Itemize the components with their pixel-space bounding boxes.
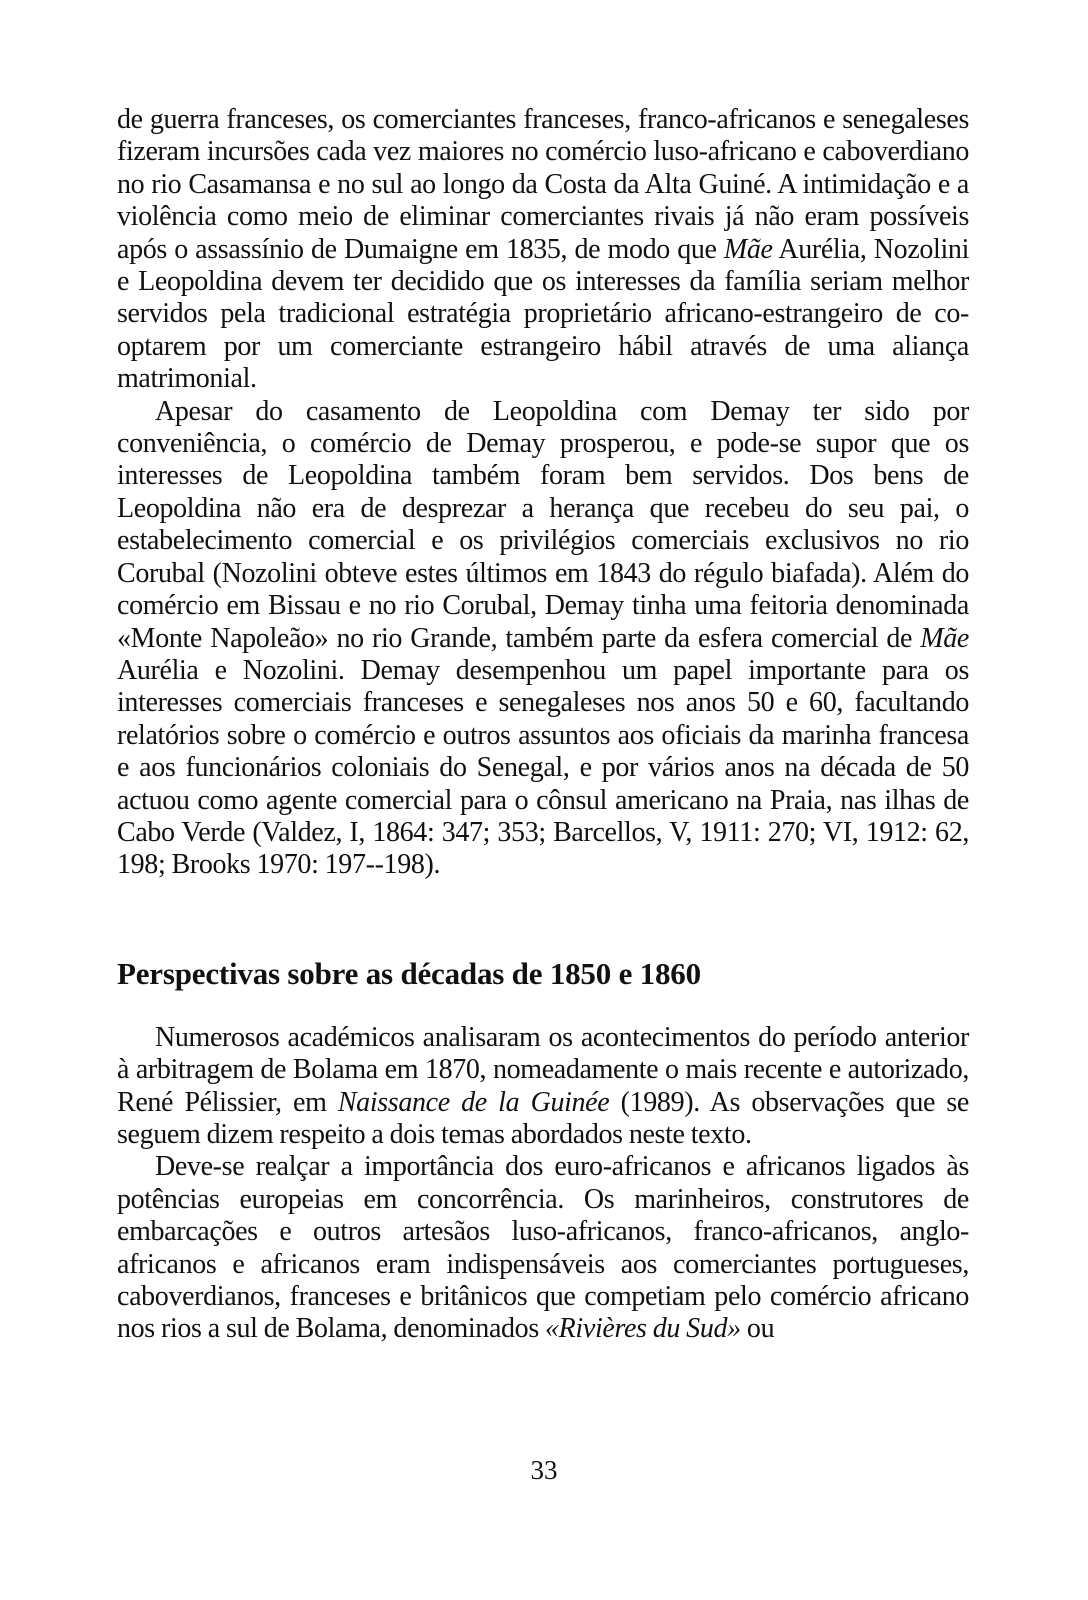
paragraph-2-text-2: Aurélia e Nozolini. Demay desempenhou um papel importante para os interesses comerciais franceses e senegaleses nos anos 50 e 60, facultando relatórios sobre o comércio e outros assuntos aos oficiais da marinha francesa e aos funcionários coloniais do Senegal, e por vários anos na década de 50 actuou como agente comercial para o cônsul americano na Praia, nas ilhas de Cabo Verde (Valdez, I, 1864: 347; 353; Barcellos, V, 1911: 270; VI, 1912: 62, 198; Brooks 1970: 197--198). — [117, 654, 969, 881]
page-number: 33 — [530, 1455, 558, 1485]
paragraph-1-text-1: de guerra franceses, os comerciantes franceses, franco-africanos e senegaleses fizeram incursões cada vez maiores no comércio luso-africano e caboverdiano no rio Casamansa e no sul ao longo da Costa da Alta Guiné. A intimidação e a violência como meio de eliminar comerciantes rivais já não eram possíveis após o assassínio de Dumaigne em 1835, de modo que — [117, 104, 969, 265]
paragraph-3 — [117, 1022, 969, 1152]
paragraph-1-text-2: Aurélia, Nozolini e Leopoldina devem ter decidido que os interesses da família seriam melhor servidos pela tradicional estratégia proprietário africano-estrangeiro de co-optarem por um comerciante estrangeiro hábil através de uma aliança matrimonial. — [117, 233, 969, 395]
paragraph-4-text-1: Deve-se realçar a importância dos euro-africanos e africanos ligados às potências europeias em concorrência. Os marinheiros, construtores de embarcações e outros artesãos luso-africanos, franco-africanos, anglo-africanos e africanos eram indispensáveis aos comerciantes portugueses, caboverdianos, franceses e britânicos que competiam pelo comércio africano nos rios a sul de Bolama, denominados — [117, 1151, 969, 1345]
page-body — [117, 104, 969, 1346]
paragraph-3-text-1: Numerosos académicos analisaram os acontecimentos do período anterior à arbitragem de Bolama em 1870, nomeadamente o mais recente e autorizado, René Pélissier, em — [117, 1021, 969, 1118]
paragraph-4-text-2: ou — [740, 1313, 775, 1345]
section-heading: Perspectivas sobre as décadas de 1850 e 1860 — [117, 955, 701, 991]
paragraph-4-italic-rivieres: «Rivières du Sud» — [545, 1313, 741, 1345]
paragraph-1 — [117, 104, 969, 396]
paragraph-2-text-1: Apesar do casamento de Leopoldina com Demay ter sido por conveniência, o comércio de Demay prosperou, e pode-se supor que os interesses de Leopoldina também foram bem servidos. Dos bens de Leopoldina não era de desprezar a herança que recebeu do seu pai, o estabelecimento comercial e os privilégios comerciais exclusivos no rio Corubal (Nozolini obteve estes últimos em 1843 do régulo biafada). Além do comércio em Bissau e no rio Corubal, Demay tinha uma feitoria denominada «Monte Napoleão» no rio Grande, também parte da esfera comercial de — [117, 395, 969, 654]
paragraph-1-italic-mae: Mãe — [723, 233, 773, 265]
paragraph-2-italic-mae: Mãe — [920, 622, 969, 654]
paragraph-4 — [117, 1151, 969, 1345]
paragraph-2 — [117, 396, 969, 882]
paragraph-3-italic-title: Naissance de la Guinée — [337, 1086, 610, 1118]
paragraph-3-text-2: (1989). As observações que se seguem dizem respeito a dois temas abordados neste texto. — [117, 1086, 969, 1150]
